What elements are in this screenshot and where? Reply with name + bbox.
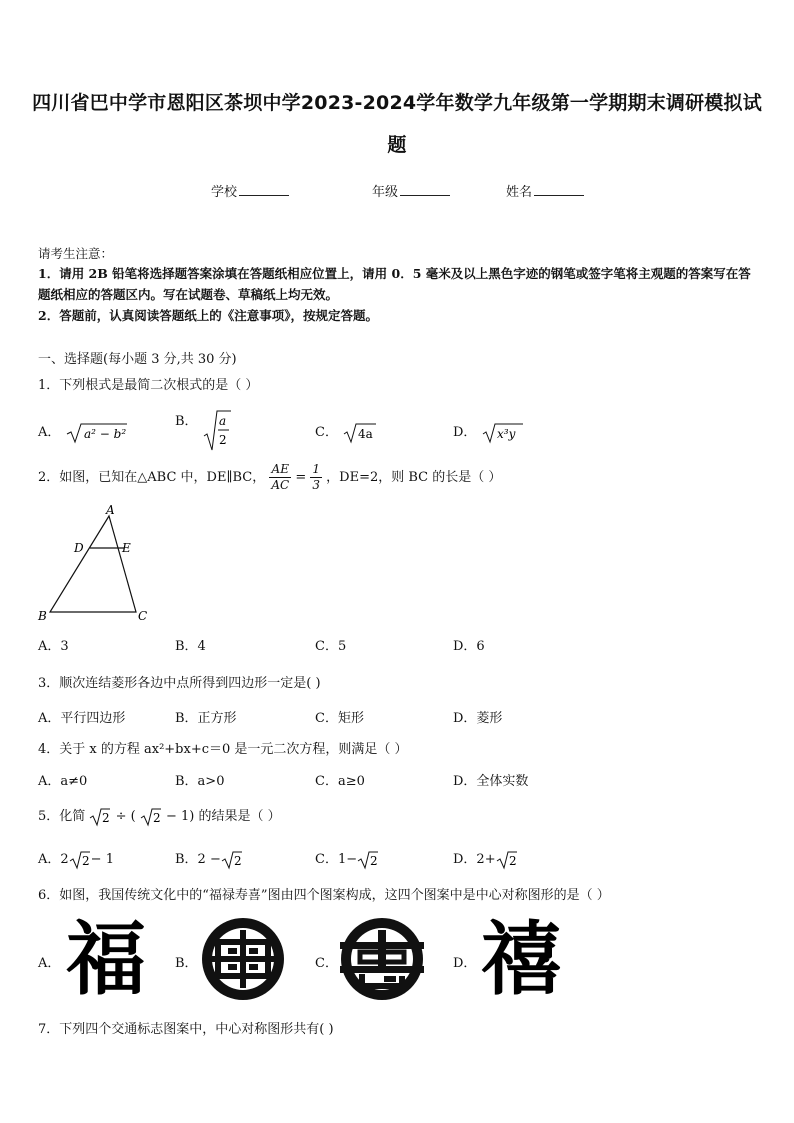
q3-stem: 3．顺次连结菱形各边中点所得到四边形一定是( ) bbox=[38, 676, 321, 691]
q2-stem-pre: 2．如图，已知在△ABC 中，DE∥BC， bbox=[38, 470, 266, 485]
q5-d-rad: 2 bbox=[508, 853, 517, 868]
q1-a-expr: a² − b² bbox=[83, 426, 126, 441]
radical-icon bbox=[496, 850, 518, 870]
radical-icon bbox=[65, 422, 129, 444]
q1-option-c[interactable] bbox=[315, 421, 378, 444]
notice-heading: 请考生注意： bbox=[38, 246, 114, 261]
q5-option-d[interactable] bbox=[453, 848, 518, 870]
radical-fraction-icon bbox=[202, 410, 232, 452]
radical-icon bbox=[89, 807, 111, 827]
grade-label: 年级 bbox=[372, 185, 399, 200]
notice-item-1: 1．请用 2B 铅笔将选择题答案涂填在答题纸相应位置上，请用 0．5 毫米及以上黑色字迹的钢笔或签字笔将主观题的答案写在答题纸相应的答题区内。写在试题卷、草稿纸上均无效。 bbox=[38, 266, 751, 302]
radical-icon bbox=[140, 807, 162, 827]
q1-c-label: C． bbox=[315, 425, 338, 440]
fu-character: 福 bbox=[66, 915, 146, 1003]
q1-a-label: A． bbox=[38, 425, 61, 440]
name-label: 姓名 bbox=[506, 185, 533, 200]
q6-stem: 6．如图，我国传统文化中的“福禄寿喜”图由四个图案构成，这四个图案中是中心对称图形的是（ ） bbox=[38, 888, 610, 903]
school-label: 学校 bbox=[211, 185, 238, 200]
q2-ratio-den: 3 bbox=[312, 478, 321, 492]
q5-option-c[interactable] bbox=[315, 848, 379, 870]
q2-fraction bbox=[269, 462, 291, 493]
q5-option-a[interactable] bbox=[38, 848, 114, 870]
notice-item-2: 2．答题前，认真阅读答题纸上的《注意事项》，按规定答题。 bbox=[38, 308, 378, 323]
q3-option-b[interactable]: B．正方形 bbox=[175, 711, 237, 726]
q2-frac-den: AC bbox=[271, 478, 290, 492]
school-field[interactable] bbox=[211, 181, 289, 200]
school-blank[interactable] bbox=[239, 183, 289, 196]
point-d-label: D bbox=[74, 541, 84, 555]
q5-rad-2: 2 bbox=[152, 810, 161, 825]
vertex-c-label: C bbox=[138, 609, 148, 623]
q3-option-d[interactable]: D．菱形 bbox=[453, 711, 503, 726]
q1-b-label: B． bbox=[175, 413, 198, 429]
q6-option-b-label[interactable]: B． bbox=[175, 956, 198, 971]
q6-option-a-label[interactable]: A． bbox=[38, 956, 61, 971]
q5-b-label: B．2 − bbox=[175, 852, 221, 867]
q5-stem-pre: 5．化简 bbox=[38, 809, 86, 824]
point-e-label: E bbox=[122, 541, 131, 555]
q2-ratio-num: 1 bbox=[312, 462, 321, 476]
q3-option-a[interactable]: A．平行四边形 bbox=[38, 711, 126, 726]
q4-option-c[interactable]: C．a≥0 bbox=[315, 774, 365, 789]
q5-rad-1: 2 bbox=[102, 810, 111, 825]
triangle-figure bbox=[34, 500, 164, 628]
q2-stem bbox=[38, 462, 501, 493]
q2-ratio bbox=[310, 462, 322, 493]
name-blank[interactable] bbox=[534, 183, 584, 196]
q4-option-d[interactable]: D．全体实数 bbox=[453, 774, 529, 789]
grade-field[interactable] bbox=[372, 181, 450, 200]
q1-option-a[interactable] bbox=[38, 421, 129, 444]
vertex-b-label: B bbox=[38, 609, 47, 623]
q1-c-expr: 4a bbox=[358, 426, 373, 441]
q5-a-label: A．2 bbox=[38, 852, 69, 867]
radical-icon bbox=[69, 850, 91, 870]
q4-option-b[interactable]: B．a>0 bbox=[175, 774, 225, 789]
q5-a-rad: 2 bbox=[81, 853, 90, 868]
xi-character-icon[interactable] bbox=[476, 915, 566, 1003]
shou-character: 寿 bbox=[381, 966, 383, 967]
q5-stem-mid: ÷ ( bbox=[115, 809, 136, 824]
radical-icon bbox=[357, 850, 379, 870]
q1-d-label: D． bbox=[453, 425, 477, 440]
radical-icon bbox=[221, 850, 243, 870]
q5-c-label: C．1− bbox=[315, 852, 358, 867]
grade-blank[interactable] bbox=[400, 183, 450, 196]
q5-c-rad: 2 bbox=[370, 853, 378, 868]
exam-title-line2: 题 bbox=[387, 134, 407, 156]
q5-option-b[interactable] bbox=[175, 848, 243, 870]
q2-stem-post: ，DE=2，则 BC 的长是（ ） bbox=[326, 470, 502, 485]
fu-character-icon[interactable] bbox=[62, 915, 150, 1003]
radical-icon bbox=[342, 422, 378, 444]
name-field[interactable] bbox=[506, 181, 584, 200]
q2-equals: = bbox=[295, 470, 307, 485]
q5-stem bbox=[38, 805, 281, 827]
q1-stem: 1．下列根式是最简二次根式的是（ ） bbox=[38, 378, 259, 393]
q1-b-num: a bbox=[218, 414, 226, 428]
xi-character: 禧 bbox=[481, 915, 561, 1003]
shou-seal-icon[interactable] bbox=[338, 916, 426, 1002]
q4-option-a[interactable]: A．a≠0 bbox=[38, 774, 88, 789]
section-heading: 一、选择题(每小题 3 分,共 30 分) bbox=[38, 352, 237, 367]
q1-d-expr: x³y bbox=[496, 426, 515, 441]
q4-stem: 4．关于 x 的方程 ax²+bx+c＝0 是一元二次方程，则满足（ ） bbox=[38, 742, 408, 757]
q2-option-d[interactable]: D．6 bbox=[453, 639, 485, 654]
exam-title-line1: 四川省巴中学市恩阳区茶坝中学2023-2024学年数学九年级第一学期期末调研模拟试 bbox=[32, 92, 762, 114]
q2-frac-num: AE bbox=[269, 462, 291, 478]
q2-option-a[interactable]: A．3 bbox=[38, 639, 69, 654]
q5-stem-mid2: − 1) 的结果是（ ） bbox=[165, 809, 281, 824]
q5-a-rest: − 1 bbox=[90, 852, 114, 867]
q3-option-c[interactable]: C．矩形 bbox=[315, 711, 364, 726]
q1-b-den: 2 bbox=[218, 433, 227, 447]
radical-icon bbox=[481, 422, 525, 444]
q5-b-rad: 2 bbox=[233, 853, 242, 868]
lu-seal-icon[interactable] bbox=[200, 916, 286, 1002]
q2-option-b[interactable]: B．4 bbox=[175, 639, 206, 654]
q1-option-d[interactable] bbox=[453, 421, 525, 444]
q2-option-c[interactable]: C．5 bbox=[315, 639, 347, 654]
q5-d-label: D．2+ bbox=[453, 852, 496, 867]
q1-option-b[interactable] bbox=[175, 410, 232, 452]
vertex-a-label: A bbox=[106, 503, 115, 517]
q6-option-d-label[interactable]: D． bbox=[453, 956, 477, 971]
q7-stem: 7．下列四个交通标志图案中，中心对称图形共有( ) bbox=[38, 1022, 334, 1037]
lu-character: 禄 bbox=[242, 966, 244, 967]
q6-option-c-label[interactable]: C． bbox=[315, 956, 338, 971]
